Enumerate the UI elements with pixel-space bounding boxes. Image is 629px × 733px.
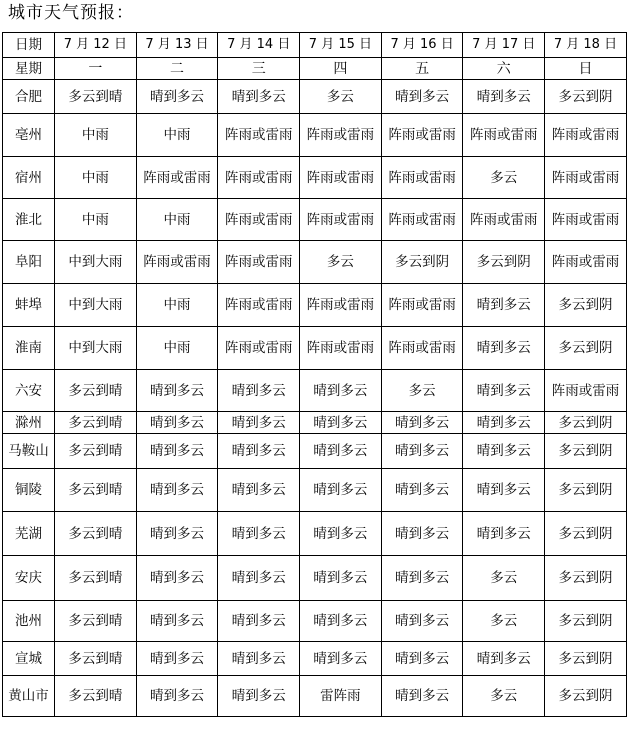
forecast-cell: 晴到多云 (136, 469, 218, 512)
forecast-cell: 阵雨或雷雨 (218, 157, 300, 199)
forecast-cell: 阵雨或雷雨 (300, 199, 382, 241)
forecast-cell: 晴到多云 (136, 412, 218, 434)
forecast-cell: 多云到晴 (55, 512, 137, 556)
forecast-cell: 晴到多云 (136, 642, 218, 676)
forecast-cell: 晴到多云 (463, 80, 545, 114)
forecast-cell: 晴到多云 (218, 434, 300, 469)
forecast-cell: 中到大雨 (55, 241, 137, 284)
forecast-cell: 晴到多云 (218, 512, 300, 556)
date-cell: 7 月 16 日 (381, 33, 463, 58)
forecast-cell: 晴到多云 (136, 676, 218, 717)
table-row (3, 556, 627, 601)
forecast-cell: 晴到多云 (218, 556, 300, 601)
table-row (3, 370, 627, 412)
forecast-cell: 多云到阴 (545, 80, 627, 114)
forecast-cell: 多云 (300, 80, 382, 114)
forecast-cell: 中雨 (136, 284, 218, 327)
weekday-cell: 四 (300, 58, 382, 80)
city-name-cell: 蚌埠 (3, 284, 55, 327)
date-cell: 7 月 15 日 (300, 33, 382, 58)
forecast-cell: 多云到阴 (545, 642, 627, 676)
forecast-cell: 阵雨或雷雨 (136, 157, 218, 199)
forecast-cell: 多云到阴 (463, 241, 545, 284)
forecast-cell: 晴到多云 (300, 370, 382, 412)
forecast-cell: 阵雨或雷雨 (381, 199, 463, 241)
forecast-cell: 多云到晴 (55, 370, 137, 412)
forecast-cell: 晴到多云 (381, 469, 463, 512)
forecast-cell: 多云到阴 (545, 434, 627, 469)
forecast-cell: 多云 (300, 241, 382, 284)
weekday-cell: 日 (545, 58, 627, 80)
forecast-cell: 多云到晴 (55, 80, 137, 114)
date-corner-cell: 日期 (3, 33, 55, 58)
city-name-cell: 宣城 (3, 642, 55, 676)
forecast-cell: 中雨 (55, 199, 137, 241)
forecast-cell: 多云 (463, 556, 545, 601)
forecast-cell: 晴到多云 (300, 412, 382, 434)
date-header-row (3, 33, 627, 58)
forecast-cell: 多云到阴 (545, 512, 627, 556)
forecast-cell: 多云到阴 (545, 284, 627, 327)
forecast-cell: 晴到多云 (218, 80, 300, 114)
city-name-cell: 安庆 (3, 556, 55, 601)
forecast-table (2, 32, 627, 717)
forecast-cell: 多云 (463, 601, 545, 642)
forecast-cell: 晴到多云 (463, 434, 545, 469)
forecast-cell: 晴到多云 (218, 412, 300, 434)
forecast-cell: 多云到阴 (545, 676, 627, 717)
forecast-cell: 阵雨或雷雨 (218, 241, 300, 284)
forecast-cell: 晴到多云 (463, 370, 545, 412)
forecast-cell: 多云 (463, 157, 545, 199)
forecast-cell: 晴到多云 (300, 512, 382, 556)
table-row (3, 80, 627, 114)
forecast-cell: 阵雨或雷雨 (136, 241, 218, 284)
forecast-cell: 阵雨或雷雨 (218, 114, 300, 157)
forecast-cell: 阵雨或雷雨 (545, 370, 627, 412)
forecast-cell: 中雨 (55, 157, 137, 199)
date-cell: 7 月 12 日 (55, 33, 137, 58)
forecast-cell: 晴到多云 (381, 80, 463, 114)
forecast-cell: 阵雨或雷雨 (218, 327, 300, 370)
forecast-cell: 多云到阴 (545, 601, 627, 642)
forecast-cell: 晴到多云 (381, 676, 463, 717)
table-row (3, 601, 627, 642)
forecast-cell: 晴到多云 (463, 469, 545, 512)
forecast-cell: 晴到多云 (381, 412, 463, 434)
forecast-cell: 晴到多云 (218, 642, 300, 676)
weekday-corner-cell: 星期 (3, 58, 55, 80)
table-row (3, 676, 627, 717)
forecast-cell: 中到大雨 (55, 284, 137, 327)
city-name-cell: 合肥 (3, 80, 55, 114)
forecast-cell: 多云到阴 (545, 469, 627, 512)
forecast-cell: 晴到多云 (136, 80, 218, 114)
forecast-cell: 雷阵雨 (300, 676, 382, 717)
forecast-cell: 阵雨或雷雨 (381, 157, 463, 199)
city-name-cell: 马鞍山 (3, 434, 55, 469)
forecast-cell: 阵雨或雷雨 (463, 199, 545, 241)
forecast-cell: 阵雨或雷雨 (463, 114, 545, 157)
forecast-cell: 晴到多云 (463, 412, 545, 434)
weekday-cell: 二 (136, 58, 218, 80)
forecast-cell: 多云到晴 (55, 469, 137, 512)
forecast-cell: 多云到阴 (545, 327, 627, 370)
forecast-cell: 晴到多云 (218, 601, 300, 642)
forecast-cell: 阵雨或雷雨 (300, 157, 382, 199)
city-name-cell: 淮北 (3, 199, 55, 241)
table-row (3, 157, 627, 199)
forecast-cell: 晴到多云 (136, 512, 218, 556)
city-name-cell: 阜阳 (3, 241, 55, 284)
table-row (3, 199, 627, 241)
forecast-cell: 晴到多云 (300, 642, 382, 676)
city-name-cell: 芜湖 (3, 512, 55, 556)
weekday-cell: 五 (381, 58, 463, 80)
forecast-cell: 晴到多云 (463, 642, 545, 676)
city-name-cell: 六安 (3, 370, 55, 412)
forecast-cell: 晴到多云 (381, 601, 463, 642)
forecast-cell: 晴到多云 (463, 512, 545, 556)
forecast-cell: 阵雨或雷雨 (545, 114, 627, 157)
table-row (3, 642, 627, 676)
forecast-cell: 多云到阴 (545, 412, 627, 434)
forecast-cell: 中雨 (55, 114, 137, 157)
date-cell: 7 月 13 日 (136, 33, 218, 58)
date-cell: 7 月 18 日 (545, 33, 627, 58)
forecast-cell: 晴到多云 (136, 370, 218, 412)
city-name-cell: 铜陵 (3, 469, 55, 512)
forecast-cell: 晴到多云 (381, 512, 463, 556)
forecast-cell: 多云 (381, 370, 463, 412)
forecast-cell: 多云 (463, 676, 545, 717)
forecast-cell: 多云到晴 (55, 556, 137, 601)
table-row (3, 114, 627, 157)
forecast-cell: 晴到多云 (463, 327, 545, 370)
page-title: 城市天气预报： (8, 3, 134, 23)
city-name-cell: 黄山市 (3, 676, 55, 717)
forecast-cell: 阵雨或雷雨 (381, 284, 463, 327)
table-row (3, 512, 627, 556)
forecast-cell: 阵雨或雷雨 (545, 199, 627, 241)
forecast-cell: 晴到多云 (136, 434, 218, 469)
forecast-cell: 晴到多云 (463, 284, 545, 327)
forecast-cell: 阵雨或雷雨 (218, 284, 300, 327)
city-name-cell: 滁州 (3, 412, 55, 434)
city-name-cell: 亳州 (3, 114, 55, 157)
forecast-cell: 多云到晴 (55, 434, 137, 469)
forecast-cell: 阵雨或雷雨 (545, 241, 627, 284)
forecast-cell: 阵雨或雷雨 (300, 327, 382, 370)
forecast-cell: 阵雨或雷雨 (218, 199, 300, 241)
forecast-cell: 阵雨或雷雨 (300, 114, 382, 157)
forecast-cell: 晴到多云 (381, 434, 463, 469)
forecast-cell: 中雨 (136, 114, 218, 157)
date-cell: 7 月 17 日 (463, 33, 545, 58)
weekday-cell: 六 (463, 58, 545, 80)
weekday-header-row (3, 58, 627, 80)
weekday-cell: 一 (55, 58, 137, 80)
date-cell: 7 月 14 日 (218, 33, 300, 58)
city-name-cell: 淮南 (3, 327, 55, 370)
table-row (3, 434, 627, 469)
forecast-cell: 晴到多云 (300, 469, 382, 512)
forecast-cell: 阵雨或雷雨 (300, 284, 382, 327)
forecast-cell: 晴到多云 (218, 676, 300, 717)
forecast-cell: 晴到多云 (381, 642, 463, 676)
table-row (3, 241, 627, 284)
forecast-cell: 晴到多云 (136, 601, 218, 642)
forecast-cell: 多云到晴 (55, 601, 137, 642)
forecast-cell: 晴到多云 (300, 434, 382, 469)
table-row (3, 412, 627, 434)
forecast-cell: 多云到阴 (381, 241, 463, 284)
forecast-cell: 阵雨或雷雨 (545, 157, 627, 199)
forecast-cell: 多云到晴 (55, 676, 137, 717)
forecast-cell: 多云到阴 (545, 556, 627, 601)
forecast-cell: 晴到多云 (300, 601, 382, 642)
table-row (3, 284, 627, 327)
forecast-cell: 晴到多云 (218, 370, 300, 412)
forecast-cell: 中到大雨 (55, 327, 137, 370)
forecast-cell: 晴到多云 (381, 556, 463, 601)
forecast-cell: 晴到多云 (136, 556, 218, 601)
forecast-cell: 阵雨或雷雨 (381, 114, 463, 157)
forecast-cell: 晴到多云 (218, 469, 300, 512)
city-name-cell: 宿州 (3, 157, 55, 199)
forecast-cell: 中雨 (136, 327, 218, 370)
table-row (3, 327, 627, 370)
city-name-cell: 池州 (3, 601, 55, 642)
table-row (3, 469, 627, 512)
forecast-cell: 中雨 (136, 199, 218, 241)
weekday-cell: 三 (218, 58, 300, 80)
forecast-cell: 阵雨或雷雨 (381, 327, 463, 370)
forecast-cell: 多云到晴 (55, 642, 137, 676)
forecast-cell: 多云到晴 (55, 412, 137, 434)
forecast-cell: 晴到多云 (300, 556, 382, 601)
